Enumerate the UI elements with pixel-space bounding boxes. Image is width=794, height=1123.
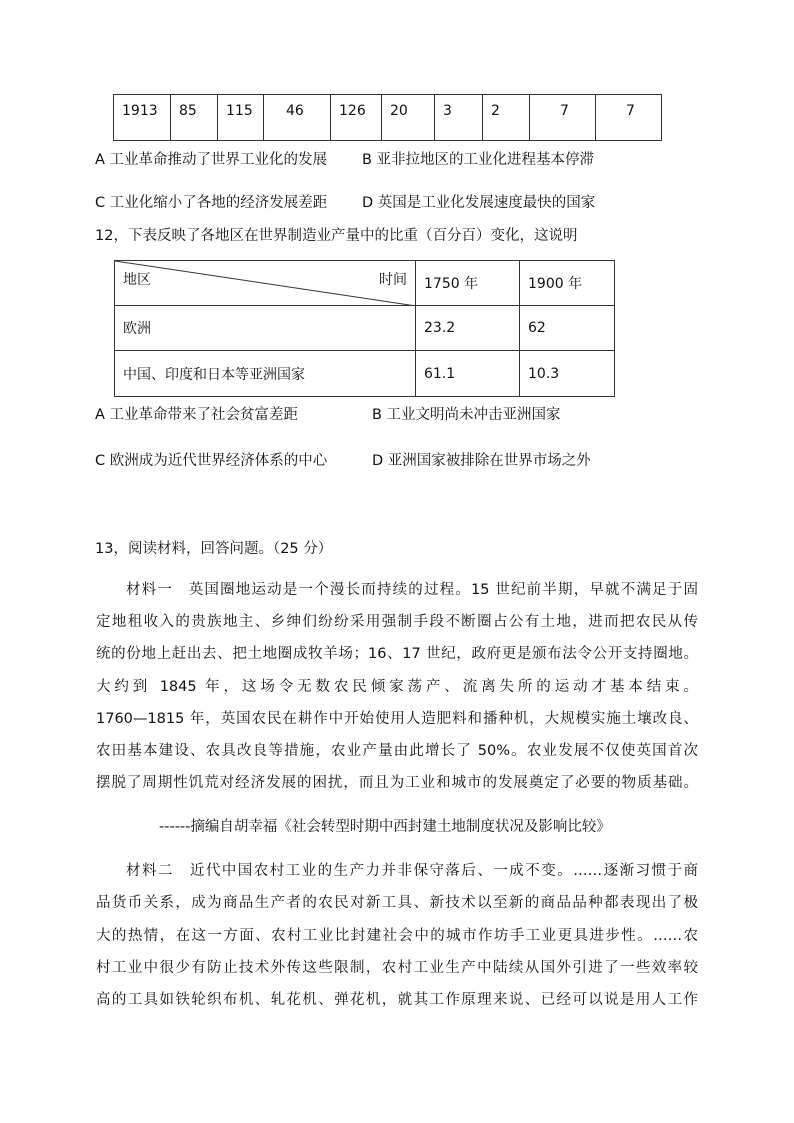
paragraph-line: 农田基本建设、农具改良等措施，农业产量由此增长了 50%。农业发展不仅使英国首次 (96, 743, 698, 759)
table-cell: 85 (171, 95, 218, 141)
top-data-table (113, 94, 662, 141)
region-cell: 欧洲 (115, 306, 416, 351)
value-cell: 23.2 (416, 306, 520, 351)
table-row (114, 95, 662, 141)
q12-table (114, 260, 615, 397)
q11-option-b: B 亚非拉地区的工业化进程基本停滞 (362, 152, 595, 168)
table-cell: 20 (382, 95, 435, 141)
table-cell: 115 (218, 95, 264, 141)
header-1750: 1750 年 (416, 261, 520, 306)
diagonal-line (115, 261, 416, 306)
q13-stem: 13，阅读材料，回答问题。（25 分） (95, 541, 333, 557)
header-1900: 1900 年 (520, 261, 615, 306)
paragraph-line: 定地租收入的贵族地主、乡绅们纷纷采用强制手段不断圈占公有土地，进而把农民从传 (96, 614, 698, 630)
paragraph-line: 材料二 近代中国农村工业的生产力并非保守落后、一成不变。……逐渐习惯于商 (126, 863, 698, 879)
paragraph-line: 高的工具如铁轮织布机、轧花机、弹花机，就其工作原理来说、已经可以说是用人工作 (96, 992, 698, 1008)
source-citation: ------摘编自胡幸福《社会转型时期中西封建土地制度状况及影响比较》 (159, 819, 611, 835)
paragraph-line: 统的份地上赶出去、把土地圈成牧羊场；16、17 世纪，政府更是颁布法令公开支持圈地。 (96, 646, 698, 662)
q12-option-d: D 亚洲国家被排除在世界市场之外 (372, 453, 591, 469)
table-header-diagonal (115, 261, 416, 306)
q11-option-a: A 工业革命推动了世界工业化的发展 (95, 152, 328, 168)
table-cell: 126 (331, 95, 382, 141)
value-cell: 10.3 (520, 351, 615, 397)
q12-option-a: A 工业革命带来了社会贫富差距 (95, 407, 299, 423)
q11-option-c: C 工业化缩小了各地的经济发展差距 (95, 195, 328, 211)
paragraph-line: 大的热情，在这一方面、农村工业比封建社会中的城市作坊手工业更具进步性。……农 (96, 928, 698, 944)
table-cell: 2 (483, 95, 530, 141)
table-cell: 7 (530, 95, 596, 141)
paragraph-line: 摆脱了周期性饥荒对经济发展的困扰，而且为工业和城市的发展奠定了必要的物质基础。 (96, 775, 698, 791)
value-cell: 62 (520, 306, 615, 351)
paragraph-line: 村工业中很少有防止技术外传这些限制，农村工业生产中陆续从国外引进了一些效率较 (96, 960, 698, 976)
q11-option-d: D 英国是工业化发展速度最快的国家 (362, 195, 596, 211)
table-row (115, 261, 615, 306)
region-cell: 中国、印度和日本等亚洲国家 (115, 351, 416, 397)
table-cell: 3 (435, 95, 483, 141)
header-time: 时间 (379, 272, 407, 288)
paragraph-line: 品货币关系，成为商品生产者的农民对新工具、新技术以至新的商品品种都表现出了极 (96, 895, 698, 911)
q12-option-b: B 工业文明尚未冲击亚洲国家 (372, 407, 561, 423)
paragraph-line: 大约到 1845 年，这场令无数农民倾家荡产、流离失所的运动才基本结束。 (96, 679, 698, 695)
paragraph-line: 材料一 英国圈地运动是一个漫长而持续的过程。15 世纪前半期，早就不满足于固 (126, 582, 698, 598)
value-cell: 61.1 (416, 351, 520, 397)
table-row (115, 306, 615, 351)
table-cell: 7 (596, 95, 662, 141)
paragraph-line: 1760—1815 年，英国农民在耕作中开始使用人造肥料和播种机，大规模实施土壤改良、 (96, 711, 698, 727)
q12-option-c: C 欧洲成为近代世界经济体系的中心 (95, 453, 328, 469)
q12-stem: 12，下表反映了各地区在世界制造业产量中的比重（百分百）变化，这说明 (95, 228, 578, 244)
table-cell: 1913 (114, 95, 171, 141)
header-region: 地区 (123, 272, 151, 288)
table-row (115, 351, 615, 397)
table-cell: 46 (264, 95, 331, 141)
